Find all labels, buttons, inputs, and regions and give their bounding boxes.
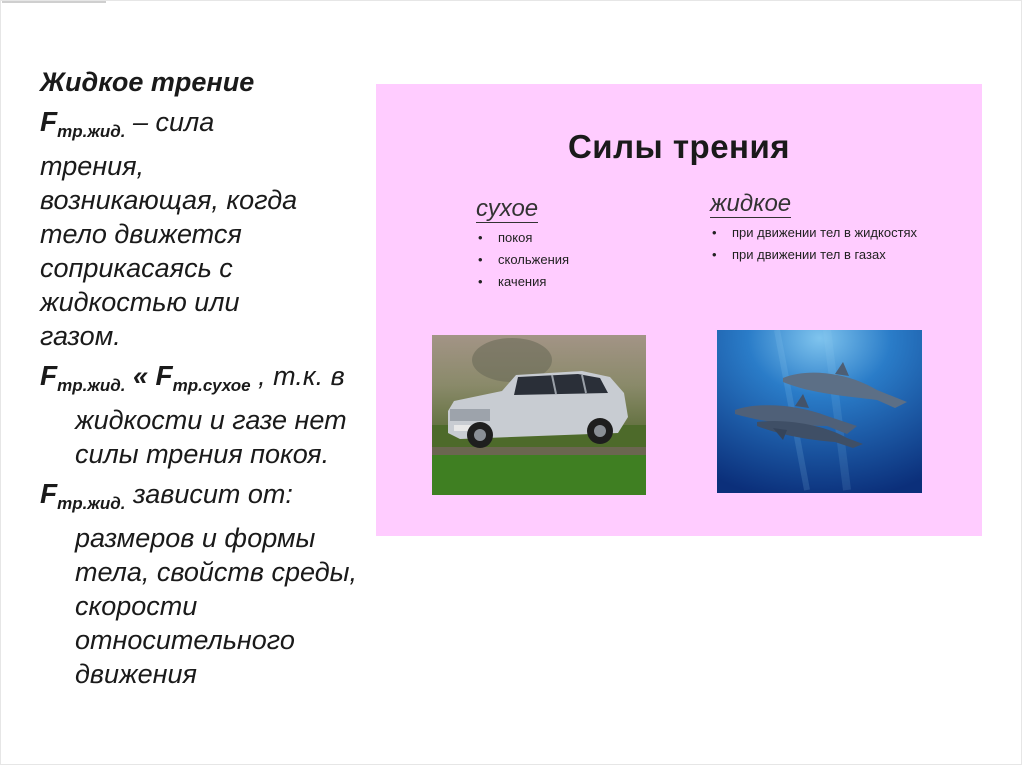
definition-line-1: – сила — [132, 107, 215, 137]
definition-line-2: трения, — [40, 151, 145, 181]
comparison-subscript-2: тр.сухое — [172, 376, 251, 395]
definition-line-5: соприкасаясь с — [40, 253, 233, 283]
dependence-first-line — [40, 477, 380, 521]
liquid-friction-list — [710, 225, 920, 269]
comparison-first-line — [40, 359, 380, 403]
dependence-rest: зависит от: — [132, 479, 293, 509]
left-heading: Жидкое трение — [40, 67, 255, 97]
panel-title: Силы трения — [567, 128, 791, 165]
dependence-line-4: скорости — [75, 591, 198, 621]
definition-block — [40, 105, 380, 353]
dependence-subscript: тр.жид. — [57, 494, 126, 513]
list-item: • скольжения — [476, 252, 676, 268]
dry-friction-heading: сухое — [476, 195, 539, 222]
dependence-line-6: движения — [75, 659, 197, 689]
comparison-operator: « — [132, 361, 149, 391]
comparison-symbol-2: F — [155, 360, 173, 391]
definition-line-4: тело движется — [40, 219, 242, 249]
dependence-line-3: тела, свойств среды, — [75, 557, 357, 587]
comparison-line-3: силы трения покоя. — [75, 439, 330, 469]
definition-subscript: тр.жид. — [57, 122, 126, 141]
list-item: • качения — [476, 274, 676, 290]
dolphins-photo — [717, 330, 922, 493]
left-text-column — [40, 65, 380, 697]
definition-line-6: жидкостью или — [40, 287, 240, 317]
list-item: • покоя — [476, 230, 676, 246]
comparison-line-2: жидкости и газе нет — [75, 405, 347, 435]
definition-line-7: газом. — [40, 321, 121, 351]
definition-symbol: F — [40, 106, 58, 137]
comparison-rest: , т.к. в — [258, 361, 345, 391]
top-edge-mark — [2, 1, 106, 3]
dependence-block — [40, 477, 380, 691]
dry-friction-list — [476, 230, 676, 296]
definition-first-line — [40, 105, 380, 149]
comparison-subscript-1: тр.жид. — [57, 376, 126, 395]
dependence-symbol: F — [40, 478, 58, 509]
comparison-symbol-1: F — [40, 360, 58, 391]
list-item: • при движении тел в газах — [710, 247, 920, 263]
list-item: • при движении тел в жидкостях — [710, 225, 920, 241]
dependence-line-5: относительного — [75, 625, 295, 655]
dependence-line-2: размеров и формы — [75, 523, 316, 553]
definition-line-3: возникающая, когда — [40, 185, 298, 215]
comparison-block — [40, 359, 380, 471]
liquid-friction-heading: жидкое — [710, 190, 792, 217]
car-photo — [432, 335, 646, 495]
